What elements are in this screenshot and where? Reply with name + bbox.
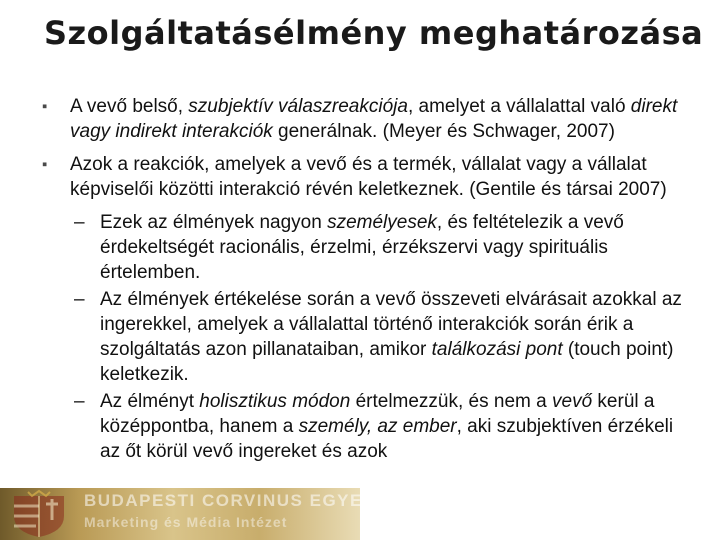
sub-bullet-text: Az élményt holisztikus módon értelmezzük, és nem a vevő kerül a középpontba, hanem a személy, az ember, aki szubjektíven érzékeli az őt körül vevő ingereket és azok	[100, 391, 674, 462]
bullet-item	[40, 94, 690, 144]
university-logo-band	[0, 488, 404, 540]
sub-bullet-text: Ezek az élmények nagyon személyesek, és feltételezik a vevő érdekeltségét racionális, érzelmi, érzékszervi vagy spirituális értelemben.	[100, 212, 624, 283]
square-bullet-icon: ▪	[42, 98, 48, 115]
square-bullet-icon: ▪	[42, 156, 48, 173]
dash-bullet-icon: –	[74, 289, 85, 310]
slide-title: Szolgáltatásélmény meghatározása	[44, 14, 704, 52]
bullet-text: A vevő belső, szubjektív válaszreakciója, amelyet a vállalattal való direkt vagy indirekt interakciók generálnak. (Meyer és Schwager, 2007)	[70, 96, 678, 142]
sub-bullet-item	[40, 389, 690, 464]
bullet-list	[40, 94, 690, 466]
coat-of-arms-icon	[6, 490, 72, 538]
institute-name: Marketing és Média Intézet	[84, 514, 288, 530]
bullet-text: Azok a reakciók, amelyek a vevő és a termék, vállalat vagy a vállalat képviselői közötti interakció révén keletkeznek. (Gentile és társai 2007)	[70, 154, 667, 200]
sub-bullet-item	[40, 210, 690, 285]
bullet-item	[40, 152, 690, 202]
sub-bullet-text: Az élmények értékelése során a vevő összeveti elvárásait azokkal az ingerekkel, amelyek a vállalattal történő interakciók során érik a szolgáltatás azon pillanataiban, amikor találkozási pont (touch point) keletkezik.	[100, 289, 682, 385]
dash-bullet-icon: –	[74, 212, 85, 233]
university-name: BUDAPESTI CORVINUS EGYETEM	[84, 491, 404, 510]
dash-bullet-icon: –	[74, 391, 85, 412]
sub-bullet-item	[40, 287, 690, 387]
